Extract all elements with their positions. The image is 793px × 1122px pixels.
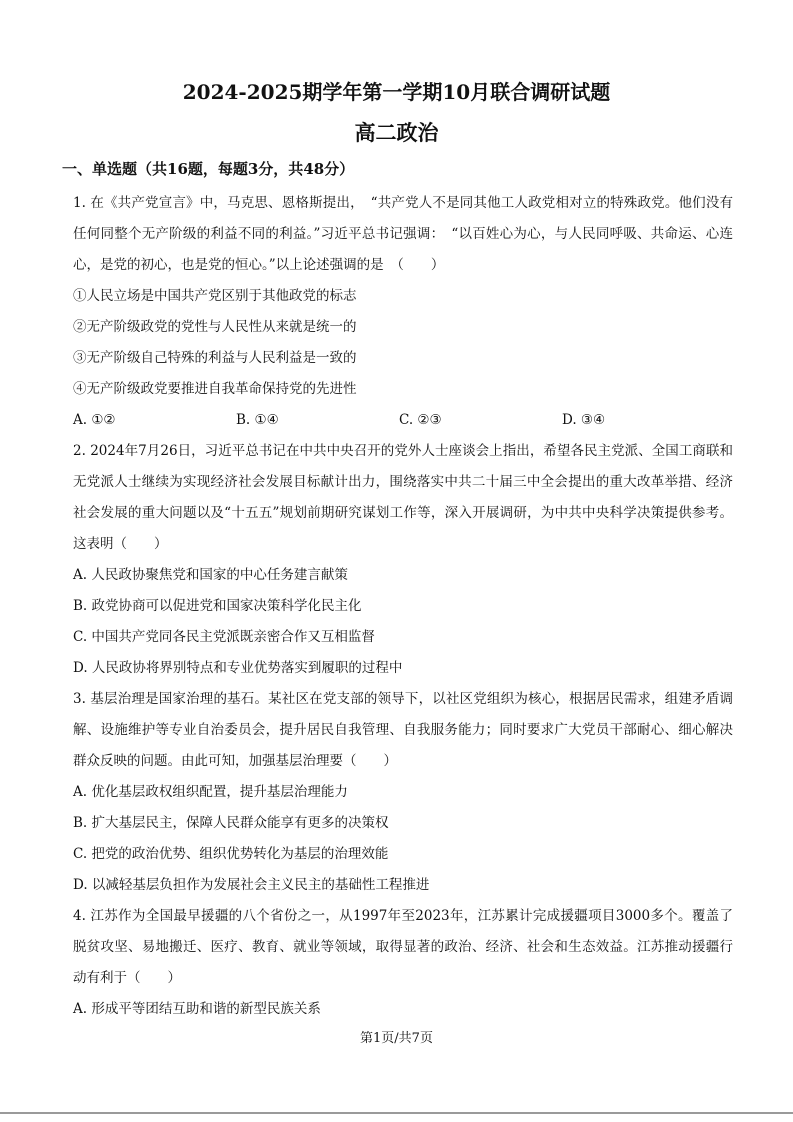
answer-options: [73, 405, 733, 436]
question-stem: 3. 基层治理是国家治理的基石。某社区在党支部的领导下，以社区党组织为核心，根据居民需求，组建矛盾调解、设施维护等专业自治委员会，提升居民自我管理、自我服务能力；同时要求广大党员干部耐心、细心解决群众反映的问题。由此可知，加强基层治理要（ ）: [73, 691, 733, 769]
statement-item: ③无产阶级自己特殊的利益与人民利益是一致的: [73, 350, 357, 366]
option-b: B. ①④: [236, 412, 279, 428]
question-2: [73, 436, 733, 684]
bottom-divider: [0, 1112, 793, 1114]
option-d: D. 以减轻基层负担作为发展社会主义民主的基础性工程推进: [73, 877, 430, 893]
questions-area: [73, 188, 733, 1025]
statement-item: ④无产阶级政党要推进自我革命保持党的先进性: [73, 381, 357, 397]
exam-title: 2024-2025期学年第一学期10月联合调研试题: [182, 80, 611, 104]
question-stem: 1. 在《共产党宣言》中，马克思、恩格斯提出， “共产党人不是同其他工人政党相对立的特殊政党。他们没有任何同整个无产阶级的利益不同的利益。”习近平总书记强调： “以百姓心为心，与人民同呼吸、共命运、心连心，是党的初心，也是党的恒心。”以上论述强调的是 （ ）: [73, 195, 733, 273]
option-b: B. 扩大基层民主，保障人民群众能享有更多的决策权: [73, 815, 389, 831]
question-1: [73, 188, 733, 436]
page-number: 第1页/共7页: [360, 1031, 433, 1046]
question-4: [73, 901, 733, 1025]
question-stem: 2. 2024年7月26日，习近平总书记在中共中央召开的党外人士座谈会上指出，希望各民主党派、全国工商联和无党派人士继续为实现经济社会发展目标献计出力，围绕落实中共二十届三中全会提出的重大改革举措、经济社会发展的重大问题以及“十五五”规划前期研究谋划工作等，深入开展调研，为中共中央科学决策提供参考。这表明（ ）: [73, 443, 733, 552]
option-d: D. ③④: [562, 412, 606, 428]
statement-item: ①人民立场是中国共产党区别于其他政党的标志: [73, 288, 357, 304]
option-a: A. ①②: [73, 412, 116, 428]
statement-item: ②无产阶级政党的党性与人民性从来就是统一的: [73, 319, 357, 335]
section-heading: 一、单选题（共16题，每题3分，共48分）: [62, 160, 355, 178]
option-d: D. 人民政协将界别特点和专业优势落实到履职的过程中: [73, 660, 403, 676]
question-3: [73, 684, 733, 901]
subject-title: 高二政治: [354, 120, 439, 145]
option-c: C. 把党的政治优势、组织优势转化为基层的治理效能: [73, 846, 389, 862]
question-stem: 4. 江苏作为全国最早援疆的八个省份之一，从1997年至2023年，江苏累计完成援疆项目3000多个。覆盖了脱贫攻坚、易地搬迁、医疗、教育、就业等领域，取得显著的政治、经济、社会和生态效益。江苏推动援疆行动有利于（ ）: [73, 908, 733, 986]
option-a: A. 形成平等团结互助和谐的新型民族关系: [73, 1001, 321, 1017]
option-a: A. 优化基层政权组织配置，提升基层治理能力: [73, 784, 348, 800]
option-c: C. 中国共产党同各民主党派既亲密合作又互相监督: [73, 629, 375, 645]
option-c: C. ②③: [399, 412, 442, 428]
option-b: B. 政党协商可以促进党和国家决策科学化民主化: [73, 598, 362, 614]
option-a: A. 人民政协聚焦党和国家的中心任务建言献策: [73, 567, 348, 583]
